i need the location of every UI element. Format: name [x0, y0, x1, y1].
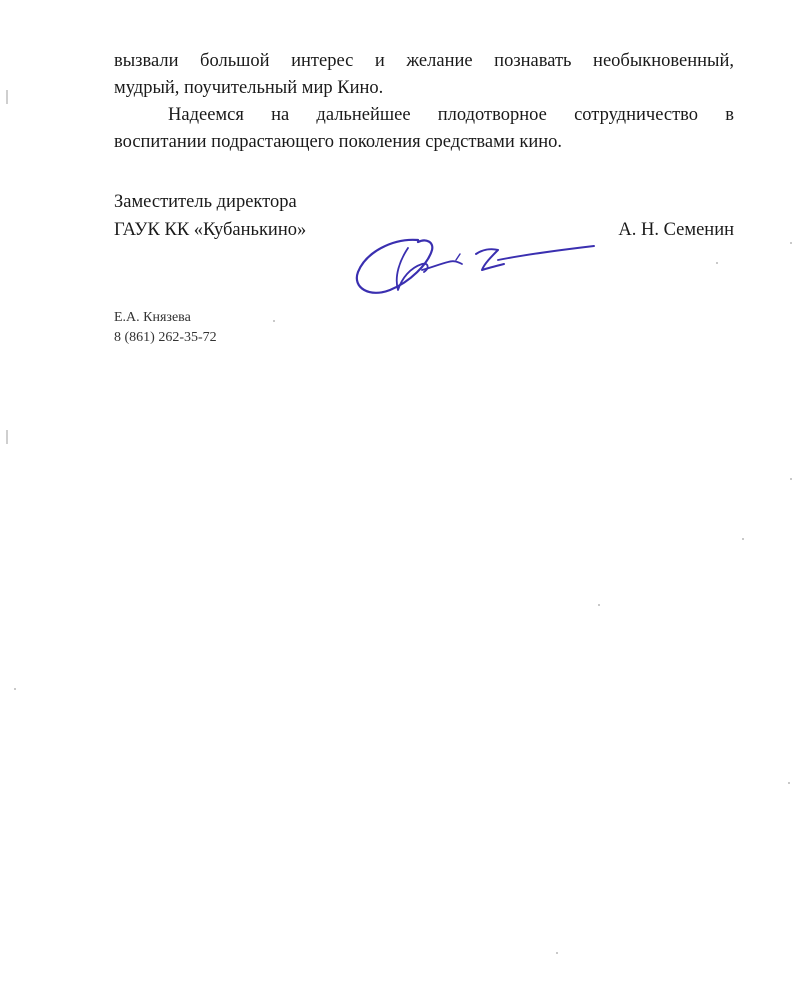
scan-speck [742, 538, 744, 540]
signer-name: А. Н. Семенин [618, 220, 734, 240]
scan-speck [790, 478, 792, 480]
signature-tick-stroke [456, 254, 460, 260]
letter-body [114, 48, 734, 156]
scan-speck [790, 242, 792, 244]
executor-phone: 8 (861) 262-35-72 [114, 330, 217, 345]
paragraph-cooperation-line-2: воспитании подрастающего поколения средствами кино. [114, 132, 563, 152]
signature-loop-stroke [357, 240, 432, 293]
executor-name: Е.А. Князева [114, 310, 191, 325]
paragraph-cooperation-line-1: Надеемся на дальнейшее плодотворное сотрудничество в [168, 105, 734, 125]
signer-position: Заместитель директора [114, 192, 297, 212]
paragraph-interest-line-1: вызвали большой интерес и желание познавать необыкновенный, [114, 51, 734, 71]
scan-mark [6, 430, 8, 444]
scan-speck [556, 952, 558, 954]
paragraph-cooperation [114, 102, 734, 156]
scan-speck [273, 320, 275, 322]
scan-mark [6, 90, 8, 104]
scan-speck [598, 604, 600, 606]
executor-contact [114, 308, 217, 348]
handwritten-signature [348, 224, 598, 306]
signature-tail-stroke [498, 246, 594, 260]
paragraph-interest [114, 48, 734, 102]
scan-speck [788, 782, 790, 784]
scan-speck [14, 688, 16, 690]
scan-speck [716, 262, 718, 264]
signer-organization: ГАУК КК «Кубанькино» [114, 220, 307, 240]
paragraph-interest-line-2: мудрый, поучительный мир Кино. [114, 78, 384, 98]
